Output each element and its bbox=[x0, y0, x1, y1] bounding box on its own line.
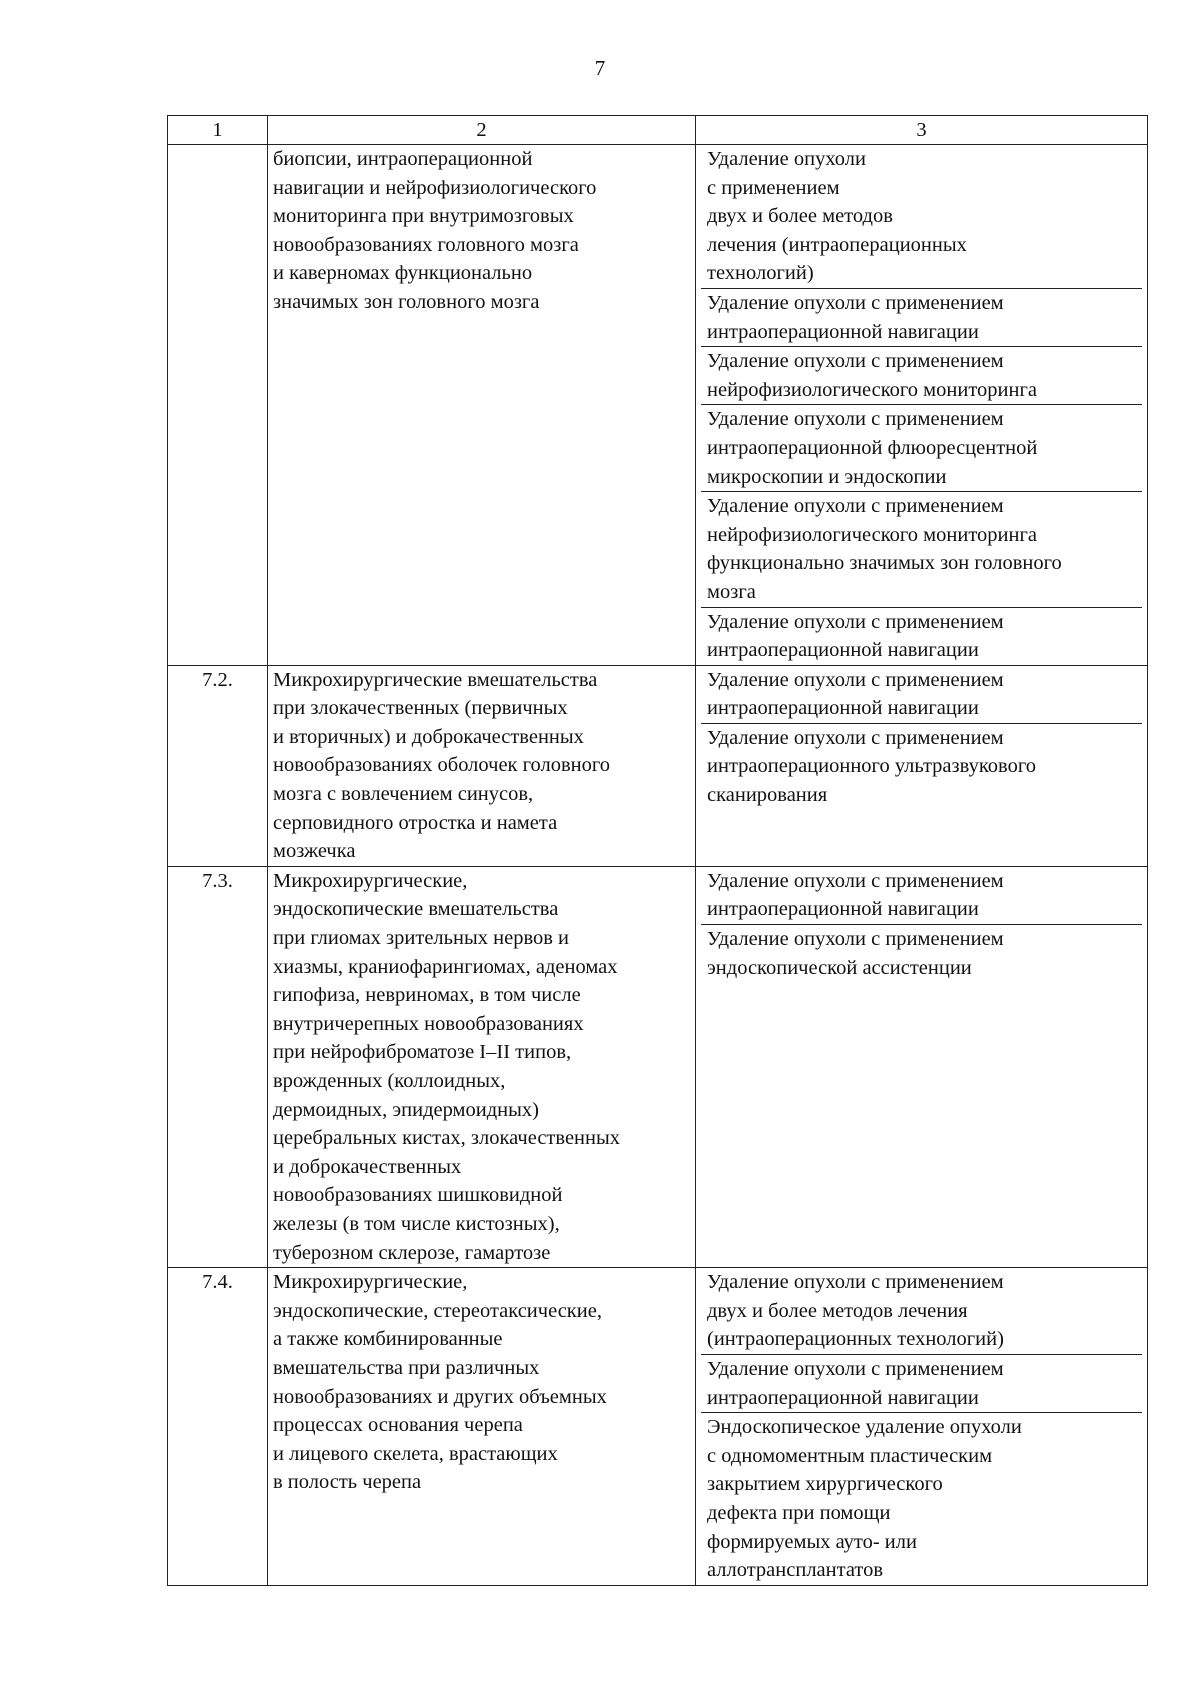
column-header: 3 bbox=[696, 116, 1148, 145]
treatment-method: Удаление опухоли с применением интраоперационной навигации bbox=[701, 607, 1142, 665]
column-header: 2 bbox=[268, 116, 696, 145]
row-number: 7.4. bbox=[168, 1268, 268, 1586]
treatment-method: Удаление опухоли с применением нейрофизиологического мониторинга bbox=[701, 346, 1142, 404]
treatment-method: Удаление опухоли с применением двух и более методов лечения (интраоперационных технологий) bbox=[707, 1271, 1004, 1351]
procedures-table bbox=[167, 115, 1148, 1586]
treatment-methods-cell bbox=[696, 665, 1148, 866]
table-body bbox=[168, 145, 1148, 1586]
treatment-method: Удаление опухоли с применением интраоперационной навигации bbox=[707, 869, 1004, 921]
treatment-methods-cell bbox=[696, 1268, 1148, 1586]
table-row bbox=[168, 665, 1148, 866]
treatment-method: Эндоскопическое удаление опухоли с одномоментным пластическим закрытием хирургического дефекта при помощи формируемых ауто- или аллотрансплантатов bbox=[701, 1412, 1142, 1585]
treatment-method: Удаление опухоли с применением нейрофизиологического мониторинга функционально значимых зон головного мозга bbox=[701, 491, 1142, 606]
treatment-method: Удаление опухоли с применением двух и более методов лечения (интраоперационных технологий) bbox=[707, 148, 967, 285]
table-row bbox=[168, 145, 1148, 666]
intervention-description: Микрохирургические, эндоскопические, стереотаксические, а также комбинированные вмешательства при различных новообразованиях и других объемных процессах основания черепа и лицевого скелета, врастающих в полость черепа bbox=[268, 1268, 696, 1586]
intervention-description: Микрохирургические вмешательства при злокачественных (первичных и вторичных) и доброкачественных новообразованиях оболочек головного мозга с вовлечением синусов, серповидного отростка и намета мозжечка bbox=[268, 665, 696, 866]
intervention-description: биопсии, интраоперационной навигации и нейрофизиологического мониторинга при внутримозговых новообразованиях головного мозга и каверномах функционально значимых зон головного мозга bbox=[268, 145, 696, 666]
treatment-method: Удаление опухоли с применением интраоперационной навигации bbox=[701, 288, 1142, 346]
row-number: 7.3. bbox=[168, 866, 268, 1267]
page-number: 7 bbox=[594, 56, 606, 80]
table-row bbox=[168, 1268, 1148, 1586]
treatment-method: Удаление опухоли с применением интраоперационного ультразвукового сканирования bbox=[701, 723, 1142, 810]
treatment-method: Удаление опухоли с применением интраоперационной навигации bbox=[707, 668, 1004, 720]
treatment-method: Удаление опухоли с применением интраоперационной навигации bbox=[701, 1354, 1142, 1412]
treatment-methods-cell bbox=[696, 866, 1148, 1267]
column-header: 1 bbox=[168, 116, 268, 145]
intervention-description: Микрохирургические, эндоскопические вмешательства при глиомах зрительных нервов и хиазмы, краниофарингиомах, аденомах гипофиза, невриномах, в том числе внутричерепных новообразованиях при нейрофиброматозе I–II типов, врожденных (коллоидных, дермоидных, эпидермоидных) церебральных кистах, злокачественных и доброкачественных новообразованиях шишковидной железы (в том числе кистозных), туберозном склерозе, гамартозе bbox=[268, 866, 696, 1267]
treatment-method: Удаление опухоли с применением эндоскопической ассистенции bbox=[701, 924, 1142, 982]
treatment-method: Удаление опухоли с применением интраоперационной флюоресцентной микроскопии и эндоскопии bbox=[701, 404, 1142, 491]
row-number: 7.2. bbox=[168, 665, 268, 866]
table-header-row bbox=[168, 116, 1148, 145]
row-number bbox=[168, 145, 268, 666]
treatment-methods-cell bbox=[696, 145, 1148, 666]
table-row bbox=[168, 866, 1148, 1267]
